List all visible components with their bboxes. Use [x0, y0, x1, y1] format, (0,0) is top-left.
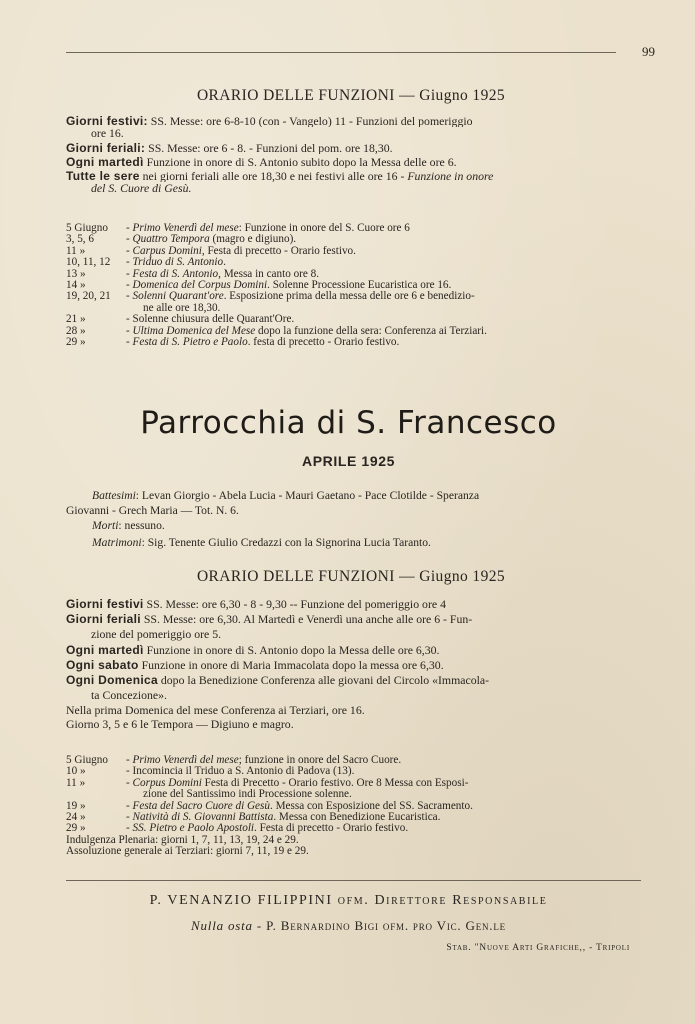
schedule-lines-2 [66, 597, 641, 732]
calendar-1 [66, 223, 641, 348]
schedule-line: zione del pomeriggio ore 5. [91, 626, 222, 641]
director-order: ofm. [337, 893, 370, 908]
schedule-title-1: ORARIO DELLE FUNZIONI — Giugno 1925 [196, 87, 506, 104]
schedule-line: Ogni sabato Funzione in onore di Maria Immacolata dopo la messa ore 6,30. [66, 658, 444, 673]
schedule-title-2: ORARIO DELLE FUNZIONI — Giugno 1925 [196, 568, 506, 585]
page-number: 99 [642, 44, 655, 59]
schedule-line: Ogni martedì Funzione in onore di S. Antonio dopo la Messa delle ore 6,30. [66, 643, 440, 658]
director-line [66, 893, 631, 909]
calendar-row: 19, 20, 21 - Solenni Quarant'ore. Esposizione prima della messa delle ore 6 e benedizio- [66, 290, 475, 303]
schedule-line: Ogni Domenica dopo la Benedizione Conferenza alle giovani del Circolo «Immacola- [66, 672, 490, 687]
calendar-row: 19 » - Festa del Sacro Cuore di Gesù. Messa con Esposizione del SS. Sacramento. [66, 799, 473, 812]
calendar-row: 21 » - Solenne chiusura delle Quarant'Ore. [66, 313, 295, 326]
schedule-line: Giorni feriali SS. Messe: ore 6,30. Al Martedì e Venerdì una anche alle ore 6 - Fun- [66, 611, 473, 626]
schedule-lines-1 [66, 115, 641, 195]
footer-rule [66, 880, 641, 881]
absolution-line: Assoluzione generale ai Terziari: giorni 7, 11, 19 e 29. [66, 845, 309, 858]
calendar-row: 10 » - Incomincia il Triduo a S. Antonio di Padova (13). [66, 765, 355, 778]
calendar-row-continuation: ne alle ore 18,30. [143, 301, 221, 314]
calendar-row: 28 » - Ultima Domenica del Mese dopo la funzione della sera: Conferenza ai Terziari. [66, 324, 487, 337]
schedule-line: Nella prima Domenica del mese Conferenza ai Terziari, ore 16. [66, 702, 365, 717]
calendar-row: 3, 5, 6 - Quattro Tempora (magro e digiuno). [66, 233, 297, 246]
calendar-row: 5 Giugno - Primo Venerdì del mese; funzione in onore del Sacro Cuore. [66, 754, 402, 766]
censor-line [66, 918, 631, 934]
calendar-row: 13 » - Festa di S. Antonio, Messa in canto ore 8. [66, 267, 320, 280]
schedule-line: Giorni festivi: SS. Messe: ore 6-8-10 (con - Vangelo) 11 - Funzioni del pomeriggio [66, 115, 473, 128]
calendar-row: 29 » - SS. Pietro e Paolo Apostoli. Festa di precetto - Orario festivo. [66, 822, 409, 835]
schedule-line: ta Concezione». [91, 687, 167, 702]
registry-line: Battesimi: Levan Giorgio - Abela Lucia - Mauri Gaetano - Pace Clotilde - Speranza [92, 489, 480, 502]
calendar-row: 10, 11, 12 - Triduo di S. Antonio. [66, 256, 226, 269]
printer-line: Stab. "Nuove Arti Grafiche,, - Tripoli [446, 943, 630, 953]
schedule-line: ore 16. [91, 127, 124, 140]
schedule-line: Tutte le sere nei giorni feriali alle ore 18,30 e nei festivi alle ore 16 - Funzione in onore [66, 170, 494, 183]
parish-subtitle: APRILE 1925 [302, 453, 395, 469]
schedule-line: Ogni martedì Funzione in onore di S. Antonio subito dopo la Messa delle ore 6. [66, 155, 457, 169]
schedule-line: del S. Cuore di Gesù. [91, 182, 192, 195]
director-role: Direttore Responsabile [374, 893, 548, 908]
registry-line: Matrimoni: Sig. Tenente Giulio Credazzi con la Signorina Lucia Taranto. [92, 536, 431, 549]
header-rule [66, 52, 616, 53]
nulla-osta-label: Nulla osta [191, 918, 253, 933]
schedule-line: Giorno 3, 5 e 6 le Tempora — Digiuno e magro. [66, 717, 294, 732]
calendar-2 [66, 755, 641, 858]
indulgence-line: Indulgenza Plenaria: giorni 1, 7, 11, 13, 19, 24 e 29. [66, 833, 299, 846]
director-name: P. VENANZIO FILIPPINI [149, 893, 333, 908]
schedule-line: Giorni feriali: SS. Messe: ore 6 - 8. - Funzioni del pom. ore 18,30. [66, 141, 393, 154]
registry-line: Morti: nessuno. [92, 519, 165, 532]
calendar-row: 11 » - Corpus Domini Festa di Precetto - Orario festivo. Ore 8 Messa con Esposi- [66, 776, 469, 789]
calendar-row: 24 » - Natività di S. Giovanni Battista. Messa con Benedizione Eucaristica. [66, 811, 441, 824]
censor-name: - P. Bernardino Bigi ofm. pro Vic. Gen.le [256, 918, 506, 933]
calendar-row: 11 » - Carpus Domini, Festa di precetto - Orario festivo. [66, 244, 356, 257]
parish-title: Parrocchia di S. Francesco [140, 405, 557, 441]
calendar-row-continuation: zione del Santissimo indi Processione solenne. [143, 788, 352, 801]
parish-registry [66, 488, 641, 550]
schedule-line: Giorni festivi SS. Messe: ore 6,30 - 8 - 9,30 -- Funzione del pomeriggio ore 4 [66, 597, 446, 611]
calendar-row: 14 » - Domenica del Corpus Domini. Solenne Processione Eucaristica ore 16. [66, 279, 452, 292]
calendar-row: 29 » - Festa di S. Pietro e Paolo. festa di precetto - Orario festivo. [66, 336, 400, 349]
registry-line: Giovanni - Grech Maria — Tot. N. 6. [66, 504, 239, 517]
calendar-row: 5 Giugno - Primo Venerdì del mese: Funzione in onore del S. Cuore ore 6 [66, 222, 410, 234]
